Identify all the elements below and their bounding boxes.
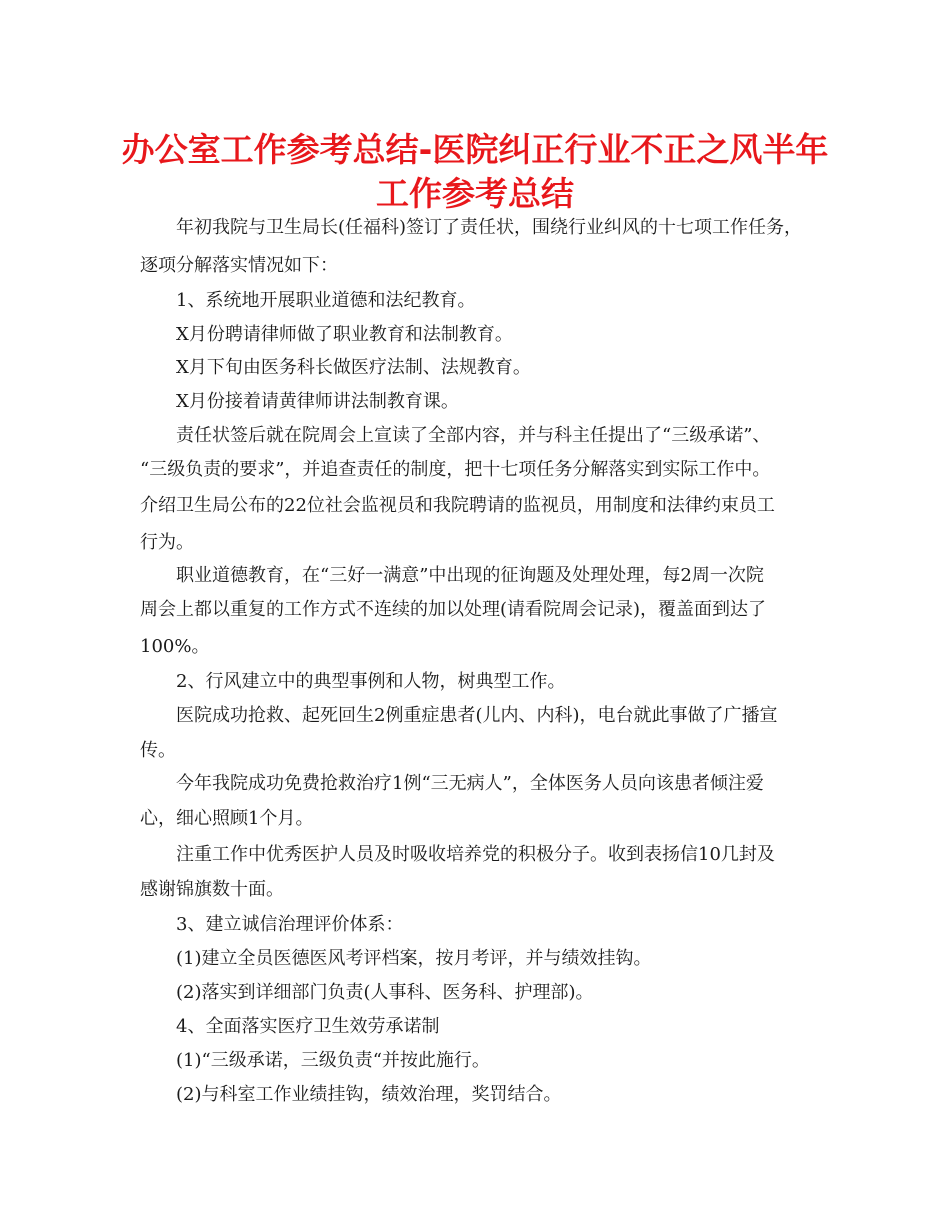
- paragraph-line: (1)“三级承诺，三级负责“并按此施行。: [176, 1050, 490, 1071]
- paragraph-line: 行为。: [140, 532, 194, 553]
- paragraph-line: 感谢锦旗数十面。: [140, 879, 284, 900]
- paragraph-line: 介绍卫生局公布的22位社会监视员和我院聘请的监视员，用制度和法律约束员工: [140, 495, 775, 516]
- paragraph-line: 1、系统地开展职业道德和法纪教育。: [176, 290, 476, 311]
- paragraph-line: “三级负责的要求”，并追查责任的制度，把十七项任务分解落实到实际工作中。: [140, 459, 771, 480]
- paragraph-line: (2)落实到详细部门负责(人事科、医务科、护理部)。: [176, 982, 594, 1003]
- paragraph-line: 4、全面落实医疗卫生效劳承诺制: [176, 1016, 440, 1037]
- paragraph-line: 逐项分解落实情况如下：: [140, 255, 338, 276]
- document-title-line-2: 工作参考总结: [376, 174, 574, 213]
- paragraph-line: 3、建立诚信治理评价体系：: [176, 914, 404, 935]
- paragraph-line: 心，细心照顾1个月。: [140, 808, 314, 829]
- paragraph-line: 今年我院成功免费抢救治疗1例“三无病人”，全体医务人员向该患者倾注爱: [176, 773, 764, 794]
- paragraph-line: 100%。: [140, 636, 210, 657]
- paragraph-line: X月下旬由医务科长做医疗法制、法规教育。: [176, 357, 531, 378]
- paragraph-line: 传。: [140, 740, 176, 761]
- paragraph-line: 责任状签后就在院周会上宣读了全部内容，并与科主任提出了“三级承诺”、: [176, 425, 771, 446]
- paragraph-line: 注重工作中优秀医护人员及时吸收培养党的积极分子。收到表扬信10几封及: [176, 844, 775, 865]
- paragraph-line: (1)建立全员医德医风考评档案，按月考评，并与绩效挂钩。: [176, 948, 652, 969]
- paragraph-line: 年初我院与卫生局长(任福科)签订了责任状，围绕行业纠风的十七项工作任务，: [176, 217, 803, 238]
- document-title-line-1: 办公室工作参考总结-医院纠正行业不正之风半年: [121, 130, 829, 169]
- paragraph-line: 周会上都以重复的工作方式不连续的加以处理(请看院周会记录)，覆盖面到达了: [140, 599, 767, 620]
- paragraph-line: 医院成功抢救、起死回生2例重症患者(儿内、内科)，电台就此事做了广播宣: [176, 705, 778, 726]
- paragraph-line: X月份聘请律师做了职业教育和法制教育。: [176, 324, 513, 345]
- paragraph-line: 2、行风建立中的典型事例和人物，树典型工作。: [176, 671, 566, 692]
- paragraph-line: X月份接着请黄律师讲法制教育课。: [176, 391, 459, 412]
- paragraph-line: 职业道德教育，在“三好一满意”中出现的征询题及处理处理，每2周一次院: [176, 565, 764, 586]
- paragraph-line: (2)与科室工作业绩挂钩，绩效治理，奖罚结合。: [176, 1084, 562, 1105]
